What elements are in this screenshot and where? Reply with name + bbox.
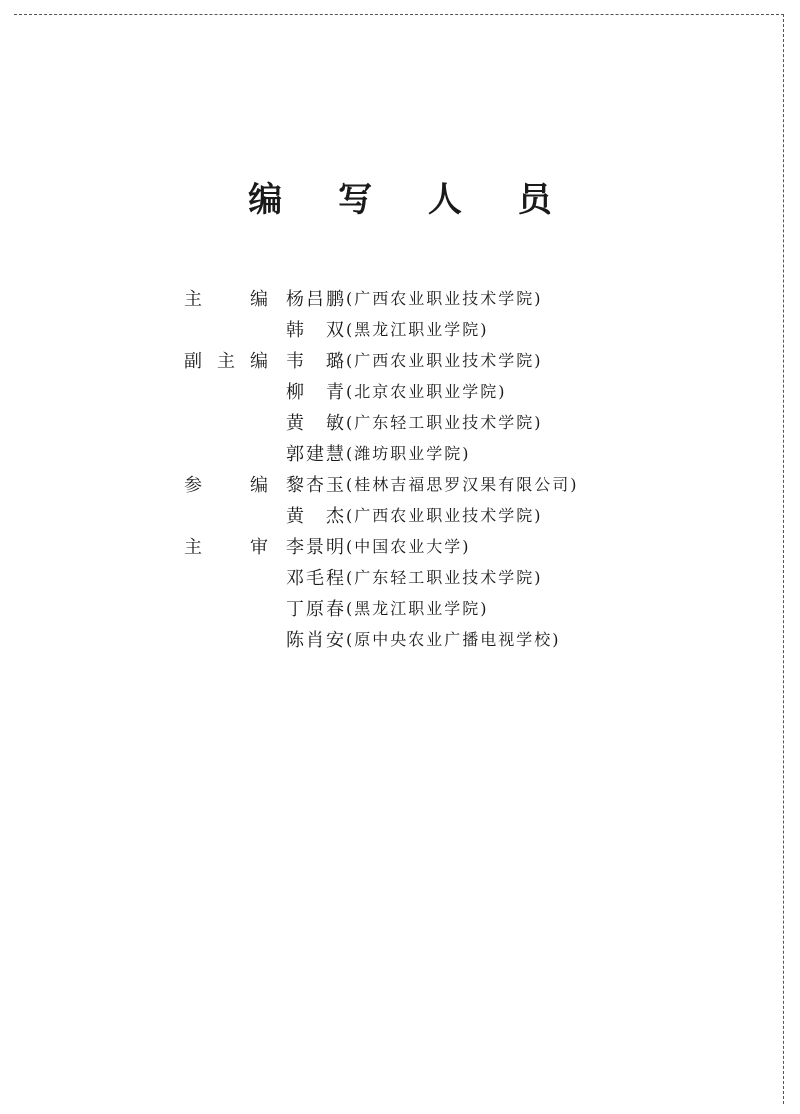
role-char: 编 <box>250 474 268 496</box>
page-title: 编 写 人 员 <box>248 180 574 220</box>
role-char: 主 <box>184 288 202 310</box>
member-affiliation: (潍坊职业学院) <box>346 444 471 463</box>
member-name: 韦 璐 <box>286 350 346 372</box>
member-name: 杨吕鹏 <box>286 288 346 310</box>
staff-row <box>184 437 579 468</box>
staff-row <box>184 530 579 561</box>
member-name: 丁原春 <box>286 598 346 620</box>
staff-row <box>184 561 579 592</box>
staff-row <box>184 623 579 654</box>
member-name: 黎杏玉 <box>286 474 346 496</box>
staff-row <box>184 499 579 530</box>
role-char: 编 <box>250 288 268 310</box>
member-affiliation: (黑龙江职业学院) <box>346 320 489 339</box>
staff-group <box>184 530 579 654</box>
staff-row <box>184 313 579 344</box>
role-char: 主 <box>184 536 202 558</box>
member-name: 郭建慧 <box>286 443 346 465</box>
member-name: 黄 敏 <box>286 412 346 434</box>
role-char: 副 <box>184 350 202 372</box>
member-affiliation: (黑龙江职业学院) <box>346 599 489 618</box>
role-label <box>184 471 268 497</box>
member-name: 邓毛程 <box>286 567 346 589</box>
role-char: 审 <box>250 536 268 558</box>
staff-group <box>184 344 579 468</box>
member-affiliation: (广东轻工职业技术学院) <box>346 568 543 587</box>
role-label <box>184 347 268 373</box>
member-affiliation: (中国农业大学) <box>346 537 471 556</box>
staff-row <box>184 344 579 375</box>
member-affiliation: (原中央农业广播电视学校) <box>346 630 561 649</box>
role-label <box>184 533 268 559</box>
member-name: 韩 双 <box>286 319 346 341</box>
member-name: 黄 杰 <box>286 505 346 527</box>
staff-group <box>184 468 579 530</box>
role-label <box>184 285 268 311</box>
staff-row <box>184 592 579 623</box>
staff-list <box>184 282 579 654</box>
staff-group <box>184 282 579 344</box>
member-affiliation: (广西农业职业技术学院) <box>346 351 543 370</box>
member-name: 陈肖安 <box>286 629 346 651</box>
staff-row <box>184 406 579 437</box>
role-char: 编 <box>250 350 268 372</box>
role-char: 主 <box>217 350 235 372</box>
member-affiliation: (广西农业职业技术学院) <box>346 506 543 525</box>
member-affiliation: (北京农业职业学院) <box>346 382 507 401</box>
role-char: 参 <box>184 474 202 496</box>
member-affiliation: (广西农业职业技术学院) <box>346 289 543 308</box>
member-affiliation: (桂林吉福思罗汉果有限公司) <box>346 475 579 494</box>
member-name: 李景明 <box>286 536 346 558</box>
staff-row <box>184 375 579 406</box>
member-affiliation: (广东轻工职业技术学院) <box>346 413 543 432</box>
staff-row <box>184 282 579 313</box>
staff-row <box>184 468 579 499</box>
member-name: 柳 青 <box>286 381 346 403</box>
